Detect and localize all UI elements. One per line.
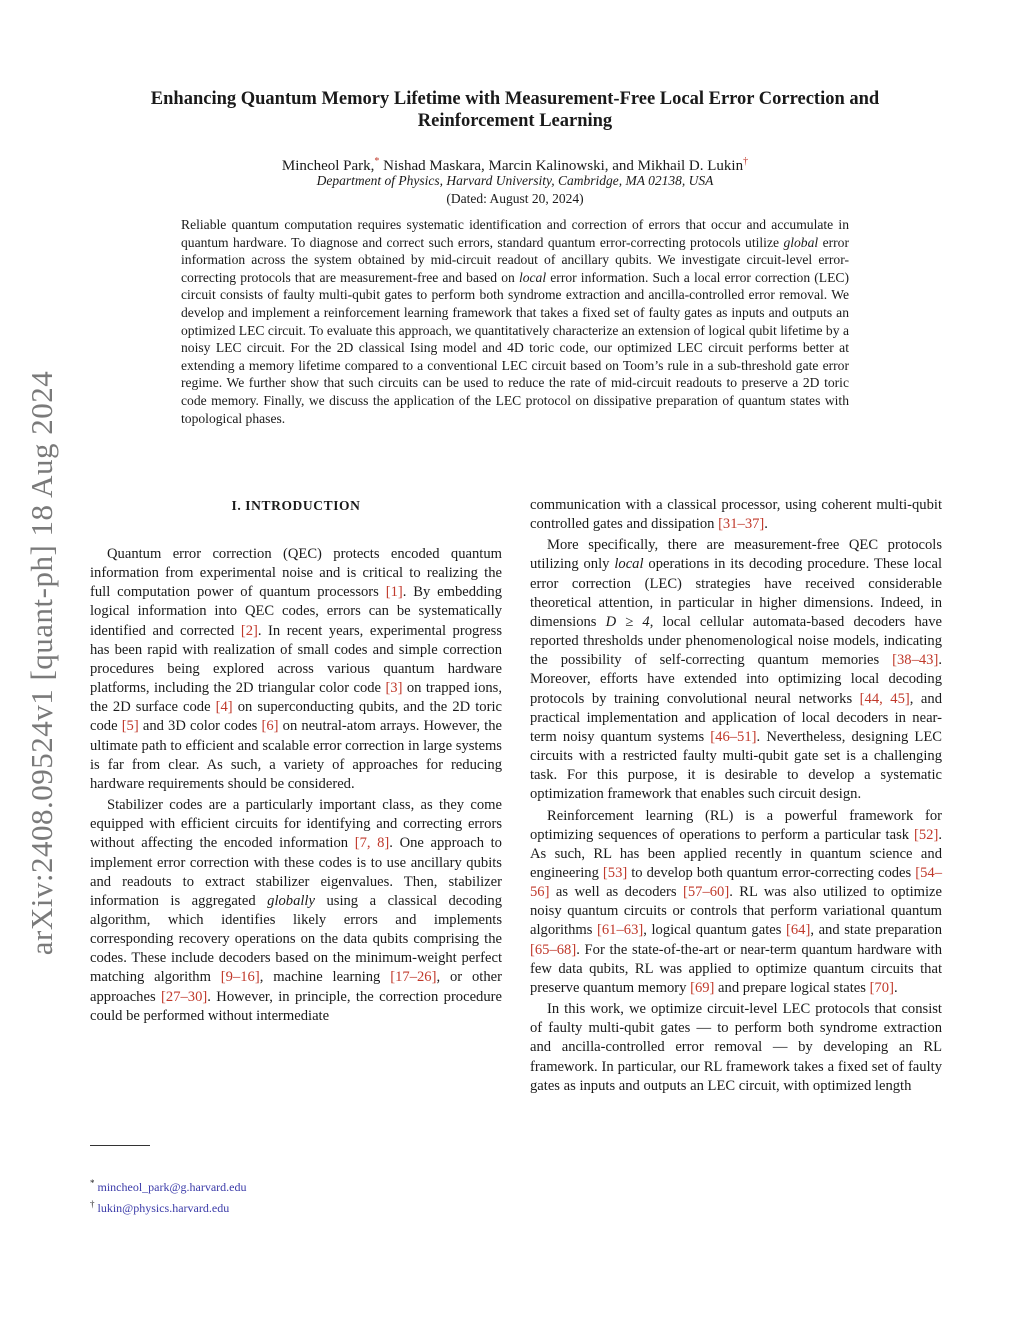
email-link-park[interactable]: mincheol_park@g.harvard.edu (97, 1180, 247, 1194)
citation[interactable]: [9–16] (220, 969, 260, 986)
author-4-footnote-mark[interactable]: † (743, 156, 749, 167)
footnote-1: * mincheol_park@g.harvard.edu (90, 1178, 247, 1194)
arxiv-identifier-margin (22, 333, 62, 993)
citation[interactable]: [31–37] (718, 516, 765, 533)
right-column (530, 496, 942, 1098)
affiliation: Department of Physics, Harvard University, Cambridge, MA 02138, USA (316, 173, 714, 188)
citation[interactable]: [3] (385, 680, 403, 697)
citation[interactable]: [70] (869, 979, 894, 996)
section-heading-introduction: I. INTRODUCTION (231, 498, 361, 513)
citation[interactable]: [27–30] (161, 988, 208, 1005)
left-column (90, 496, 502, 1028)
citation[interactable]: [5] (121, 718, 139, 735)
email-link-lukin[interactable]: lukin@physics.harvard.edu (97, 1201, 230, 1215)
citation[interactable]: [53] (602, 864, 628, 881)
paper-title: Enhancing Quantum Memory Lifetime with Measurement-Free Local Error Correction and Reinforcement Learning (150, 89, 880, 131)
citation[interactable]: [6] (261, 718, 279, 735)
citation[interactable]: [69] (690, 979, 715, 996)
citation[interactable]: [44, 45] (859, 690, 910, 707)
author-1-footnote-mark[interactable]: * (374, 156, 380, 167)
intro-paragraph-1: Quantum error correction (QEC) protects encoded quantum information from experimental noise and is critical to realizing the full computation power of quantum processors [1]. By embedding logical information into QEC codes, errors can be systematically identified and corrected [2]. In recent years, experimental progress has been rapid with realization of small codes and simple correction procedures being explored across various quantum hardware platforms, including the 2D triangular color code [3] on trapped ions, the 2D surface code [4] on superconducting qubits, and the 2D toric code [5] and 3D color codes [6] on neutral-atom arrays. However, the ultimate path to efficient and scalable error correction in large systems is far from clear. As such, a variety of approaches for reducing hardware requirements should be considered. (90, 546, 502, 792)
citation[interactable]: [57–60] (682, 884, 730, 901)
citation[interactable]: [17–26] (390, 969, 437, 986)
continued-paragraph: communication with a classical processor, using coherent multi-qubit controlled gates and dissipation [31–37]. (530, 497, 942, 533)
dated-line: (Dated: August 20, 2024) (446, 191, 584, 206)
intro-paragraph-3: More specifically, there are measurement-free QEC protocols utilizing only local operations in its decoding procedure. These local error correction (LEC) strategies have received considerable theoretical attention, in particular in higher dimensions. Indeed, in dimensions D ≥ 4, local cellular automata-based decoders have reported thresholds under phenomenological noise models, indicating the possibility of self-correcting quantum memories [38–43]. Moreover, efforts have extended into optimizing local decoding protocols by training convolutional neural networks [44, 45], and practical implementation and application of local decoders in near-term noisy quantum systems [46–51]. Nevertheless, designing LEC circuits with a restricted faulty multi-qubit gate set is a challenging task. For this purpose, it is desirable to develop a systematic optimization framework that enables such circuit design. (530, 537, 942, 803)
citation[interactable]: [38–43] (892, 652, 939, 669)
citation[interactable]: [54–56] (530, 864, 942, 901)
citation[interactable]: [7, 8] (354, 835, 390, 852)
abstract: Reliable quantum computation requires systematic identification and correction of errors that occur and accumulate in quantum hardware. To diagnose and correct such errors, standard quantum error-correcting protocols utilize global error information across the system obtained by mid-circuit readout of ancillary qubits. We investigate circuit-level error-correcting protocols that are measurement-free and based on local error information. Such a local error correction (LEC) circuit consists of faulty multi-qubit gates to perform both syndrome extraction and ancilla-controlled error removal. We develop and implement a reinforcement learning framework that takes a fixed set of faulty gates as inputs and outputs an optimized LEC circuit. To evaluate this approach, we quantitatively characterize an extension of logical qubit lifetime by a noisy LEC circuit. For the 2D classical Ising model and 4D toric code, our optimized LEC circuit performs better at extending a memory lifetime compared to a conventional LEC circuit based on Toom’s rule in a sub-threshold gate error regime. We further show that such circuits can be used to reduce the rate of mid-circuit readouts to preserve a 2D toric code memory. Finally, we discuss the application of the LEC protocol on dissipative preparation of quantum states with topological phases. (181, 217, 850, 426)
citation[interactable]: [2] (240, 622, 258, 639)
citation[interactable]: [52] (914, 826, 939, 843)
intro-paragraph-4: Reinforcement learning (RL) is a powerful framework for optimizing sequences of operations to perform a particular task [52]. As such, RL has been applied recently in quantum science and engineering [53] to develop both quantum error-correcting codes [54–56] as well as decoders [57–60]. RL was also utilized to optimize noisy quantum circuits or controls that perform variational quantum algorithms [61–63], logical quantum gates [64], and state preparation [65–68]. For the state-of-the-art or near-term quantum hardware with few data qubits, RL was applied to optimize quantum circuits that preserve quantum memory [69] and prepare logical states [70]. (530, 807, 942, 996)
citation[interactable]: [64] (786, 922, 811, 939)
citation[interactable]: [4] (215, 699, 233, 716)
arxiv-identifier: arXiv:2408.09524v1 [quant-ph] 18 Aug 2024 (24, 370, 59, 956)
other-authors: Nishad Maskara, Marcin Kalinowski, and Mikhail D. Lukin (379, 158, 744, 174)
intro-paragraph-5: In this work, we optimize circuit-level LEC protocols that consist of faulty multi-qubit gates — to perform both syndrome extraction and ancilla-controlled error removal — by developing an RL framework. In particular, our RL framework takes a fixed set of faulty gates as inputs and outputs an LEC circuit, with optimized length (530, 1001, 942, 1094)
footnotes (90, 1175, 502, 1217)
footnote-2: † lukin@physics.harvard.edu (90, 1199, 230, 1215)
citation[interactable]: [46–51] (710, 728, 757, 745)
citation[interactable]: [65–68] (530, 941, 577, 958)
citation[interactable]: [1] (385, 584, 403, 601)
author-1: Mincheol Park, (281, 158, 375, 174)
intro-paragraph-2: Stabilizer codes are a particularly important class, as they come equipped with efficient circuits for identifying and correcting errors without affecting the encoded information [7, 8]. One approach to implement error correction with these codes is to use ancillary qubits and readouts to extract stabilizer eigenvalues. Then, stabilizer information is aggregated globally using a classical decoding algorithm, which identifies likely errors and implements corresponding recovery operations on the data qubits comprising the codes. These include decoders based on the minimum-weight perfect matching algorithm [9–16], machine learning [17–26], or other approaches [27–30]. However, in principle, the correction procedure could be performed without intermediate (90, 797, 502, 1024)
citation[interactable]: [61–63] (597, 922, 644, 939)
footnote-divider (90, 1145, 150, 1146)
inline-math: D ≥ 4 (605, 613, 650, 630)
